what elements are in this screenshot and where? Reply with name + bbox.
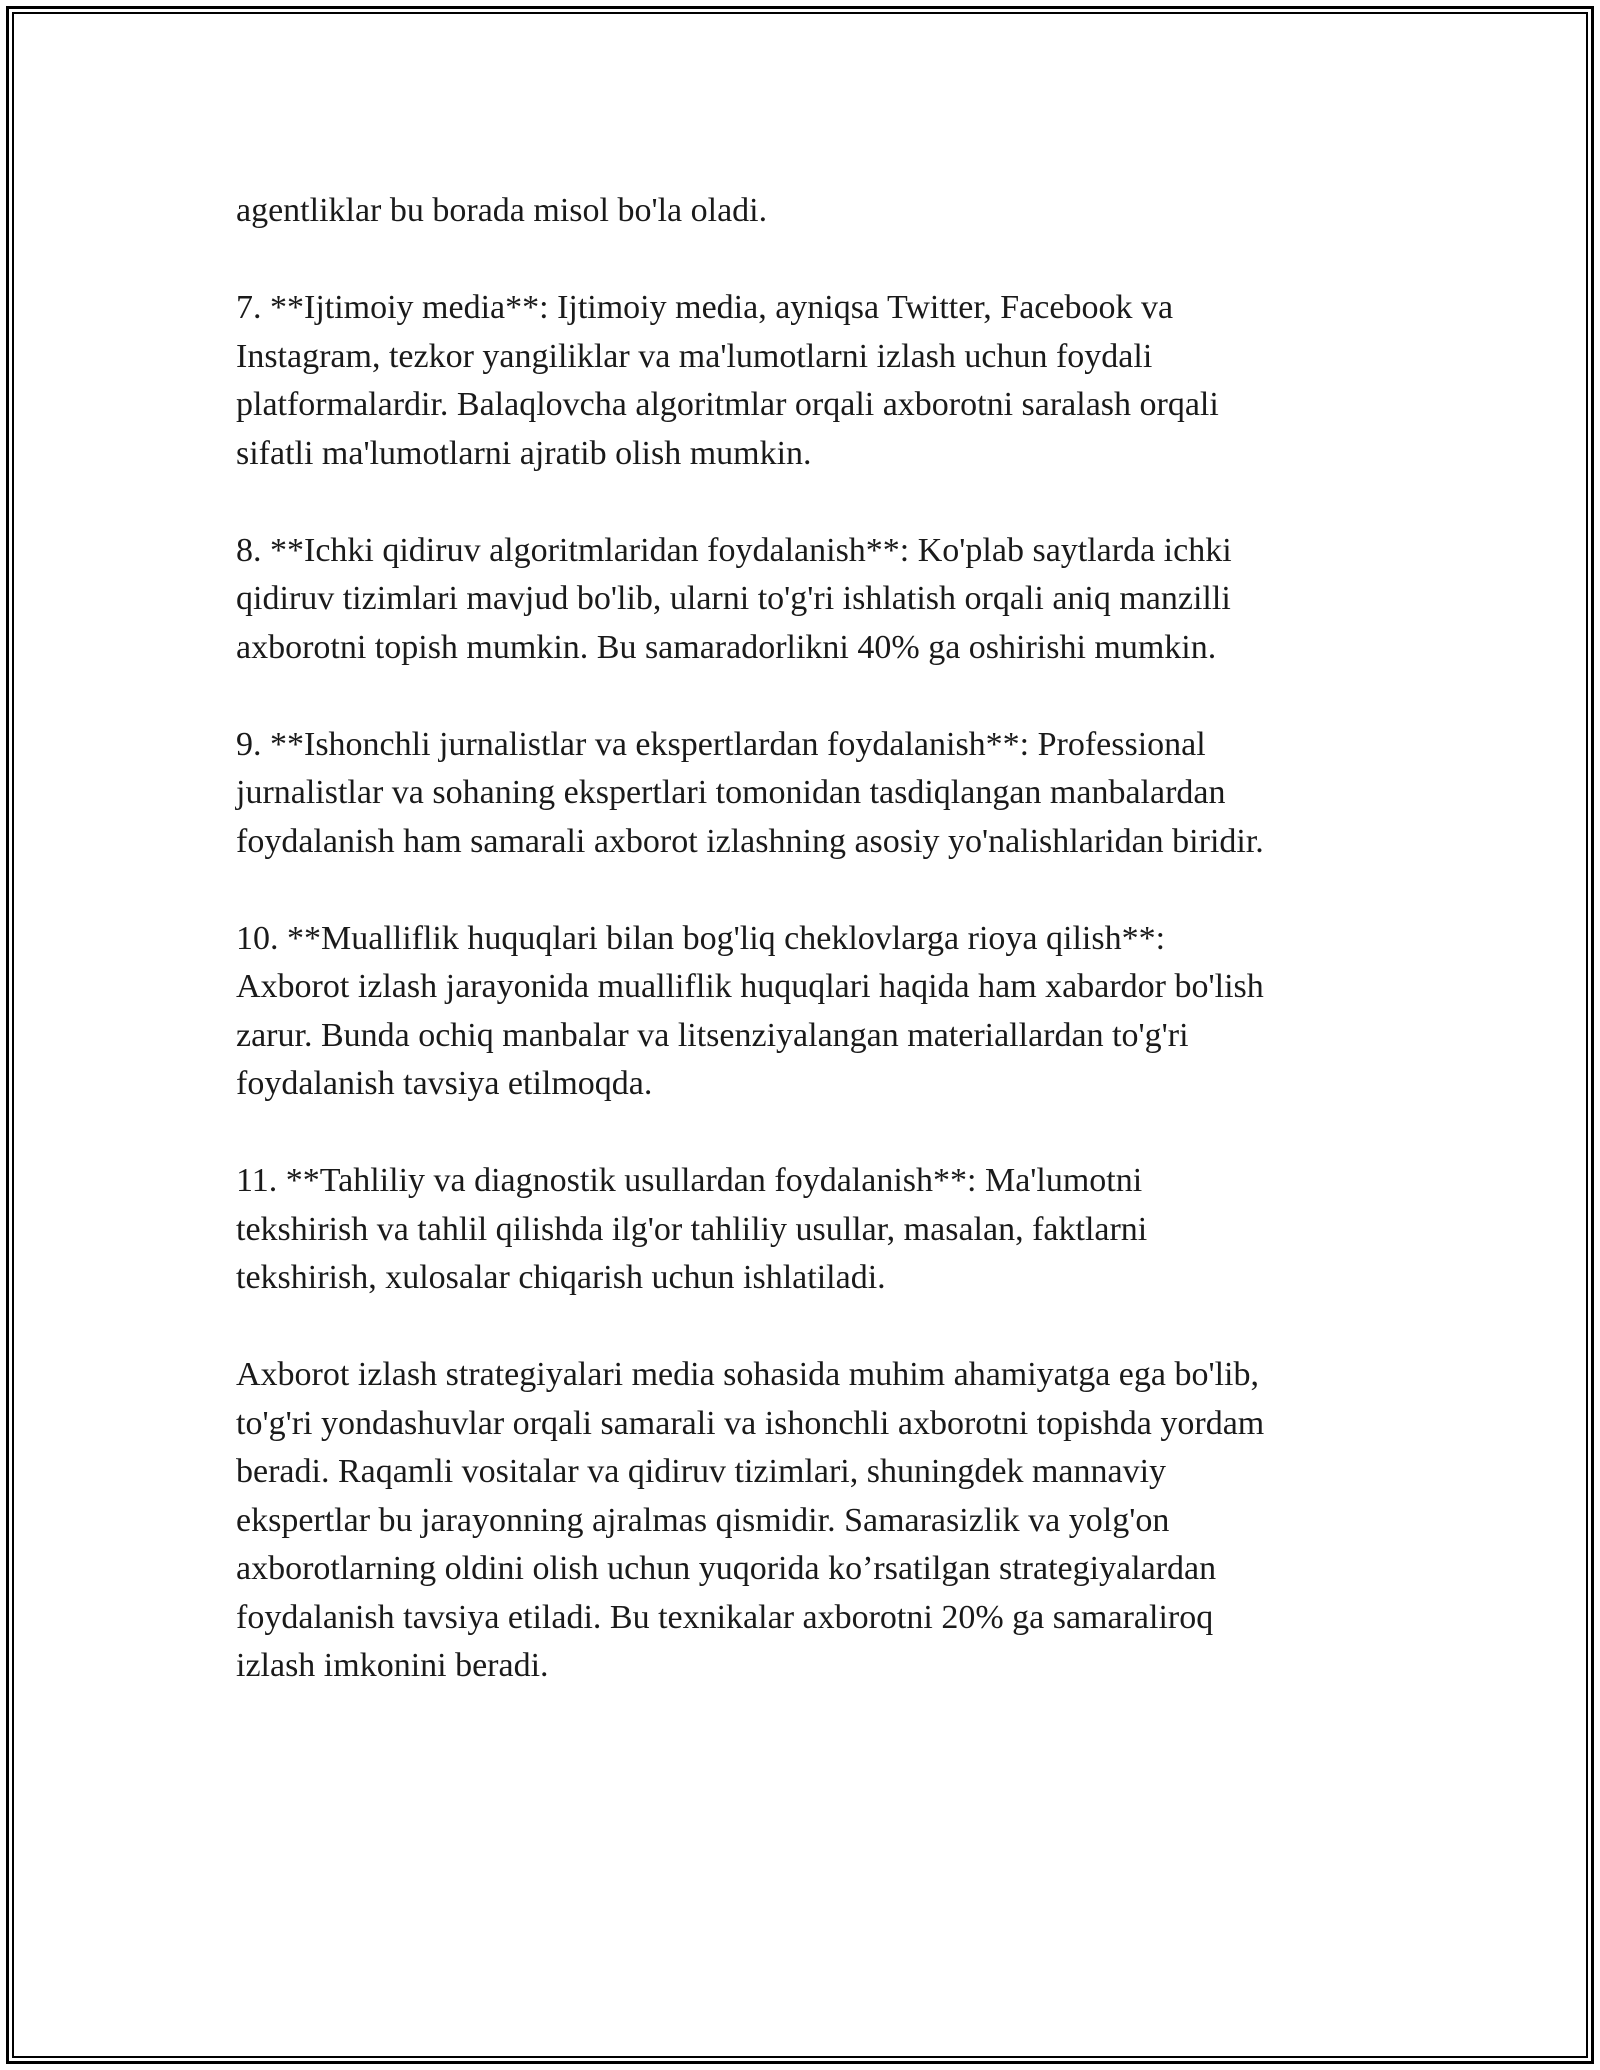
paragraph-item-11-analytical-methods [236, 1157, 1366, 1303]
text-line: 9. **Ishonchli jurnalistlar va ekspertlardan foydalanish**: Professional [236, 725, 1206, 763]
text-line: axborotni topish mumkin. Bu samaradorlikni 40% ga oshirishi mumkin. [236, 628, 1217, 666]
text-line: jurnalistlar va sohaning ekspertlari tomonidan tasdiqlangan manbalardan [236, 774, 1226, 811]
text-line: foydalanish tavsiya etilmoqda. [236, 1065, 653, 1102]
text-line: beradi. Raqamli vositalar va qidiruv tizimlari, shuningdek mannaviy [236, 1453, 1167, 1490]
text-line: axborotlarning oldini olish uchun yuqorida ko’rsatilgan strategiyalardan [236, 1550, 1217, 1587]
text-line: 8. **Ichki qidiruv algoritmlaridan foydalanish**: Ko'plab saytlarda ichki [236, 531, 1232, 569]
text-line: ekspertlar bu jarayonning ajralmas qismidir. Samarasizlik va yolg'on [236, 1501, 1170, 1539]
text-line: foydalanish tavsiya etiladi. Bu texnikalar axborotni 20% ga samaraliroq [236, 1598, 1214, 1636]
text-line: foydalanish ham samarali axborot izlashning asosiy yo'nalishlaridan biridir. [236, 822, 1264, 860]
document-body [236, 187, 1366, 1739]
text-line: 11. **Tahliliy va diagnostik usullardan foydalanish**: Ma'lumotni [236, 1162, 1143, 1199]
text-line: 7. **Ijtimoiy media**: Ijtimoiy media, ayniqsa Twitter, Facebook va [236, 289, 1174, 326]
text-line: to'g'ri yondashuvlar orqali samarali va ishonchli axborotni topishda yordam [236, 1404, 1265, 1442]
text-line: Axborot izlash jarayonida mualliflik huquqlari haqida ham xabardor bo'lish [236, 968, 1264, 1005]
text-line: izlash imkonini beradi. [236, 1647, 549, 1684]
text-line: platformalardir. Balaqlovcha algoritmlar orqali axborotni saralash orqali [236, 386, 1219, 423]
text-line: zarur. Bunda ochiq manbalar va litsenziyalangan materiallardan to'g'ri [236, 1016, 1189, 1054]
text-line: sifatli ma'lumotlarni ajratib olish mumkin. [236, 434, 812, 472]
text-line: 10. **Mualliflik huquqlari bilan bog'liq cheklovlarga rioya qilish**: [236, 919, 1166, 957]
text-line: Instagram, tezkor yangiliklar va ma'lumotlarni izlash uchun foydali [236, 337, 1153, 375]
text-line: Axborot izlash strategiyalari media sohasida muhim ahamiyatga ega bo'lib, [236, 1356, 1260, 1393]
text-line: tekshirish, xulosalar chiqarish uchun ishlatiladi. [236, 1259, 886, 1296]
paragraph-item-8-internal-search [236, 527, 1366, 673]
paragraph-conclusion [236, 1351, 1366, 1691]
paragraph-item-9-journalists-experts [236, 721, 1366, 867]
paragraph-item-7-social-media [236, 284, 1366, 478]
text-line: tekshirish va tahlil qilishda ilg'or tahliliy usullar, masalan, faktlarni [236, 1210, 1148, 1248]
text-line: qidiruv tizimlari mavjud bo'lib, ularni to'g'ri ishlatish orqali aniq manzilli [236, 580, 1231, 617]
text-line: agentliklar bu borada misol bo'la oladi. [236, 192, 768, 229]
paragraph-item-10-copyright [236, 915, 1366, 1109]
paragraph-intro-tail [236, 187, 1366, 236]
